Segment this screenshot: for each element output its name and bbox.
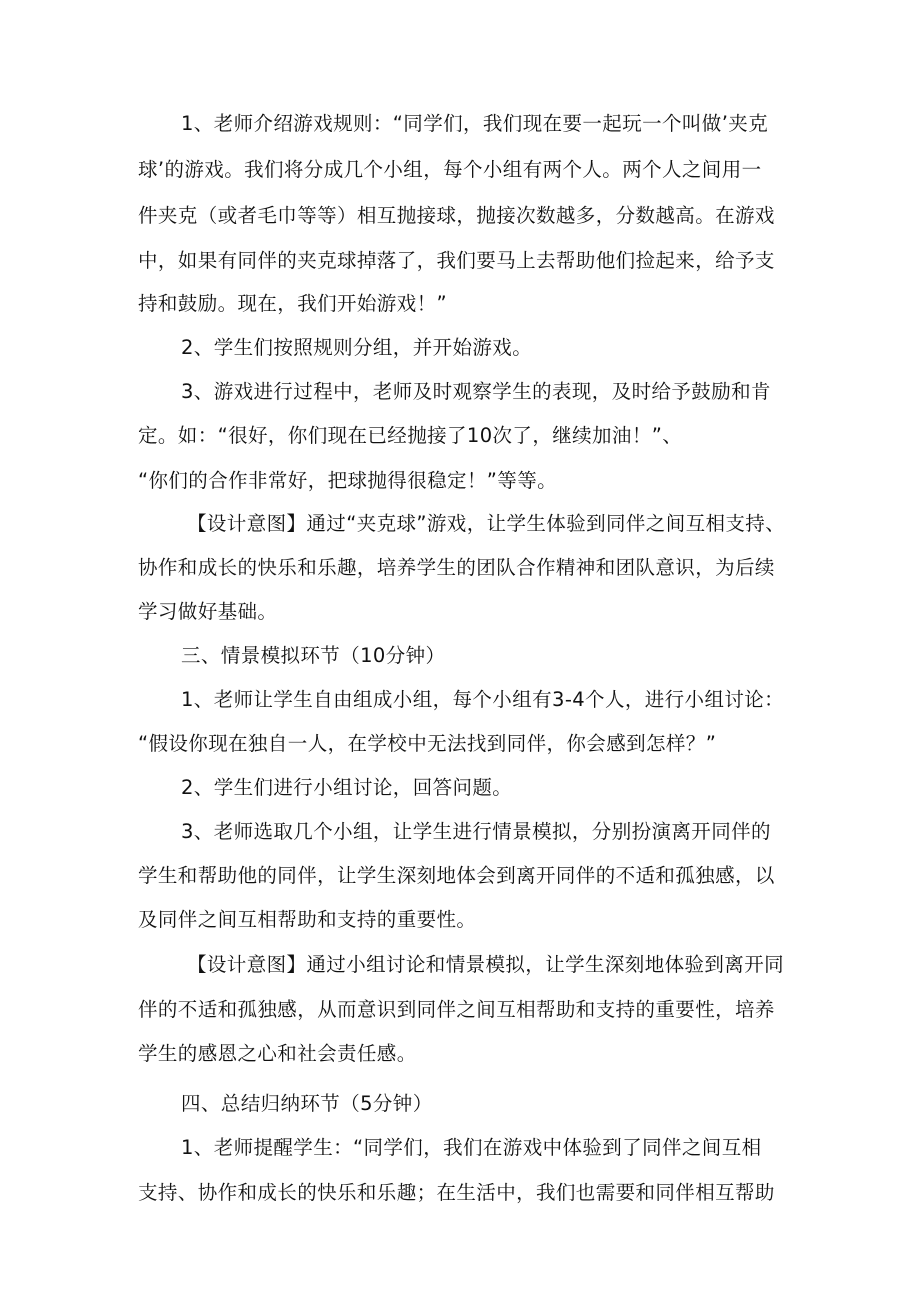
text-line: 学习做好基础。 <box>138 600 278 623</box>
text-line: 1、老师介绍游戏规则：“同学们，我们现在要一起玩一个叫做’夹克 <box>181 112 769 135</box>
design-intent-line: 【设计意图】通过“夹克球”游戏，让学生体验到同伴之间互相支持、 <box>187 512 786 535</box>
text-line: 2、学生们进行小组讨论，回答问题。 <box>181 776 513 799</box>
text-line: 球’的游戏。我们将分成几个小组，每个小组有两个人。两个人之间用一 <box>138 158 762 181</box>
text-line: 学生的感恩之心和社会责任感。 <box>138 1042 417 1065</box>
text-line: 持和鼓励。现在，我们开始游戏！” <box>138 292 448 315</box>
section-heading: 四、总结归纳环节（5分钟） <box>181 1092 433 1115</box>
text-line: 件夹克（或者毛巾等等）相互抛接球，抛接次数越多，分数越高。在游戏 <box>138 204 775 227</box>
section-heading: 三、情景模拟环节（10分钟） <box>181 644 446 667</box>
design-intent-line: 【设计意图】通过小组讨论和情景模拟，让学生深刻地体验到离开同 <box>187 953 785 976</box>
text-line: 支持、协作和成长的快乐和乐趣；在生活中，我们也需要和同伴相互帮助 <box>138 1181 775 1204</box>
text-line: 及同伴之间互相帮助和支持的重要性。 <box>138 908 477 931</box>
text-line: “你们的合作非常好，把球抛得很稳定！”等等。 <box>138 469 558 492</box>
text-line: 定。如：“很好，你们现在已经抛接了10次了，继续加油！”、 <box>138 424 683 447</box>
text-line: 3、游戏进行过程中，老师及时观察学生的表现，及时给予鼓励和肯 <box>181 380 771 403</box>
text-line: 中，如果有同伴的夹克球掉落了，我们要马上去帮助他们捡起来，给予支 <box>138 249 775 272</box>
text-line: 伴的不适和孤独感，从而意识到同伴之间互相帮助和支持的重要性，培养 <box>138 998 775 1021</box>
text-line: 1、老师提醒学生：“同学们，我们在游戏中体验到了同伴之间互相 <box>181 1136 762 1159</box>
text-line: 1、老师让学生自由组成小组，每个小组有3-4个人，进行小组讨论： <box>181 688 785 711</box>
text-line: 3、老师选取几个小组，让学生进行情景模拟，分别扮演离开同伴的 <box>181 820 771 843</box>
text-line: 协作和成长的快乐和乐趣，培养学生的团队合作精神和团队意识，为后续 <box>138 556 775 579</box>
text-line: “假设你现在独自一人，在学校中无法找到同伴，你会感到怎样？” <box>138 732 717 755</box>
text-line: 2、学生们按照规则分组，并开始游戏。 <box>181 336 533 359</box>
text-line: 学生和帮助他的同伴，让学生深刻地体会到离开同伴的不适和孤独感，以 <box>138 864 775 887</box>
